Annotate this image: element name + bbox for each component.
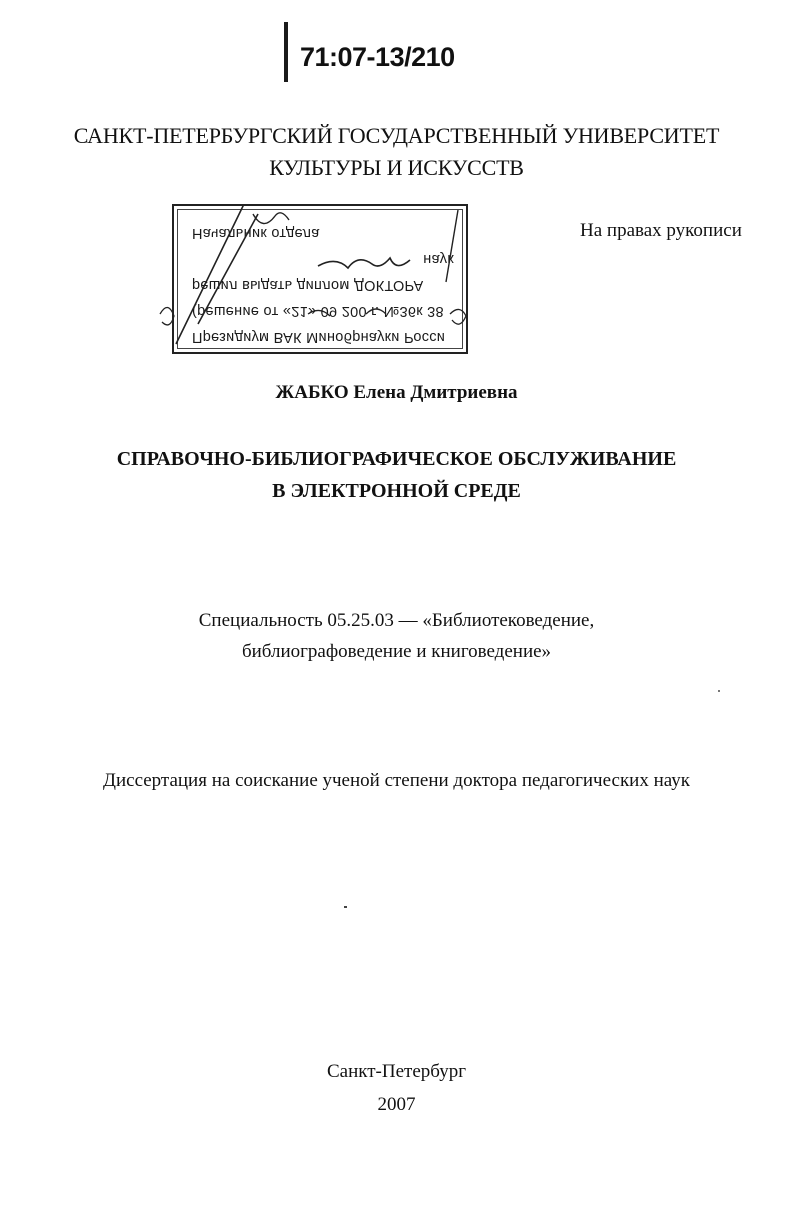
stamp-line-4: наук: [423, 251, 454, 267]
specialty-line-2: библиографоведение и книговедение»: [241, 641, 552, 662]
specialty-line-1: Специальность 05.25.03 — «Библиотековедение,: [198, 610, 595, 631]
stamp-text-mirrored: [192, 220, 454, 350]
scan-speck: [718, 690, 720, 692]
stamp-line-2: (решение от «21» 09 200 г. №36к 38: [192, 303, 444, 319]
city: Санкт-Петербург: [326, 1061, 466, 1082]
scan-speck: [344, 906, 347, 908]
stamp-line-3: решил выдать диплом ДОКТОРА: [192, 277, 424, 293]
vak-approval-stamp: [158, 204, 474, 354]
author-name: ЖАБКО Елена Дмитриевна: [275, 382, 518, 403]
stamp-line-1: Президиум ВАК Минобрнауки Росси: [192, 329, 446, 345]
year: 2007: [377, 1094, 416, 1115]
catalog-number: 71:07-13/210: [300, 42, 455, 72]
thesis-title-line-1: СПРАВОЧНО-БИБЛИОГРАФИЧЕСКОЕ ОБСЛУЖИВАНИЕ: [116, 448, 677, 470]
stamp-line-5: Начальник отдела: [192, 225, 320, 241]
thesis-title: [0, 443, 793, 507]
publication-place: [0, 1055, 793, 1121]
university-line-2: КУЛЬТУРЫ И ИСКУССТВ: [269, 155, 524, 180]
university-line-1: САНКТ-ПЕТЕРБУРГСКИЙ ГОСУДАРСТВЕННЫЙ УНИВЕРСИТЕТ: [73, 123, 720, 148]
thesis-title-line-2: В ЭЛЕКТРОННОЙ СРЕДЕ: [272, 480, 521, 502]
university-name: [0, 120, 793, 184]
degree-statement: Диссертация на соискание ученой степени доктора педагогических наук: [103, 770, 690, 791]
catalog-margin-bar: [284, 22, 288, 82]
manuscript-rights-note: На правах рукописи: [580, 220, 742, 241]
specialty: [0, 605, 793, 667]
stamp-frame: [172, 204, 468, 354]
